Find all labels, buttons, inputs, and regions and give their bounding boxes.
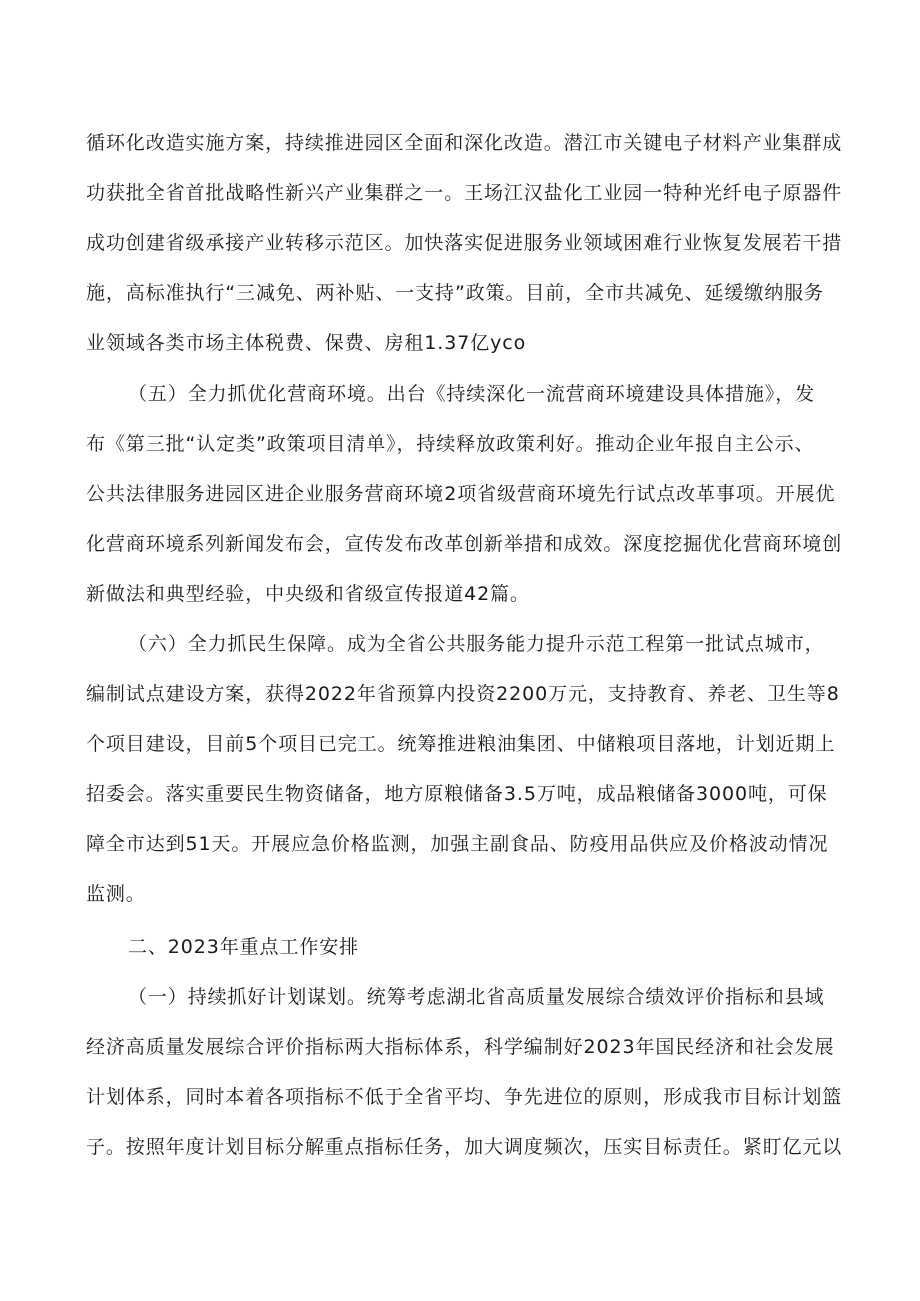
text-line: 经济高质量发展综合评价指标两大指标体系，科学编制好2023年国民经济和社会发展 [86, 1036, 835, 1058]
text-line: 个项目建设，目前5个项目已完工。统筹推进粮油集团、中储粮项目落地，计划近期上 [86, 733, 836, 755]
text-line: 监测。 [86, 883, 146, 905]
text-line: 化营商环境系列新闻发布会，宣传发布改革创新举措和成效。深度挖掘优化营商环境创 [86, 533, 843, 555]
text-line: 施，高标准执行“三减免、两补贴、一支持”政策。目前，全市共减免、延缓缴纳服务 [86, 282, 824, 304]
text-line: 计划体系，同时本着各项指标不低于全省平均、争先进位的原则，形成我市目标计划篮 [86, 1086, 843, 1108]
text-line: 新做法和典型经验，中央级和省级宣传报道42篇。 [86, 583, 530, 605]
text-line: 公共法律服务进园区进企业服务营商环境2项省级营商环境先行试点改革事项。开展优 [86, 483, 836, 505]
text-line: 成功创建省级承接产业转移示范区。加快落实促进服务业领域困难行业恢复发展若干措 [86, 232, 843, 254]
text-line: 子。按照年度计划目标分解重点指标任务，加大调度频次，压实目标责任。紧盯亿元以 [86, 1136, 843, 1158]
text-line: 循环化改造实施方案，持续推进园区全面和深化改造。潜江市关键电子材料产业集群成 [86, 132, 843, 154]
text-line: （一）持续抓好计划谋划。统筹考虑湖北省高质量发展综合绩效评价指标和县域 [128, 986, 825, 1008]
text-line: （六）全力抓民生保障。成为全省公共服务能力提升示范工程第一批试点城市， [128, 633, 825, 655]
text-line: 招委会。落实重要民生物资储备，地方原粮储备3.5万吨，成品粮储备3000吨，可保 [86, 783, 828, 805]
text-line: 布《第三批“认定类”政策项目清单》，持续释放政策利好。推动企业年报自主公示、 [86, 433, 815, 455]
text-line: 编制试点建设方案，获得2022年省预算内投资2200万元，支持教育、养老、卫生等8 [86, 683, 840, 705]
text-line: 业领域各类市场主体税费、保费、房租1.37亿yco [86, 332, 527, 354]
section-heading: 二、2023年重点工作安排 [128, 936, 360, 958]
text-line: 功获批全省首批战略性新兴产业集群之一。王场江汉盐化工业园一特种光纤电子原器件 [86, 182, 843, 204]
text-line: （五）全力抓优化营商环境。出台《持续深化一流营商环境建设具体措施》，发 [128, 383, 816, 405]
text-line: 障全市达到51天。开展应急价格监测，加强主副食品、防疫用品供应及价格波动情况 [86, 833, 829, 855]
